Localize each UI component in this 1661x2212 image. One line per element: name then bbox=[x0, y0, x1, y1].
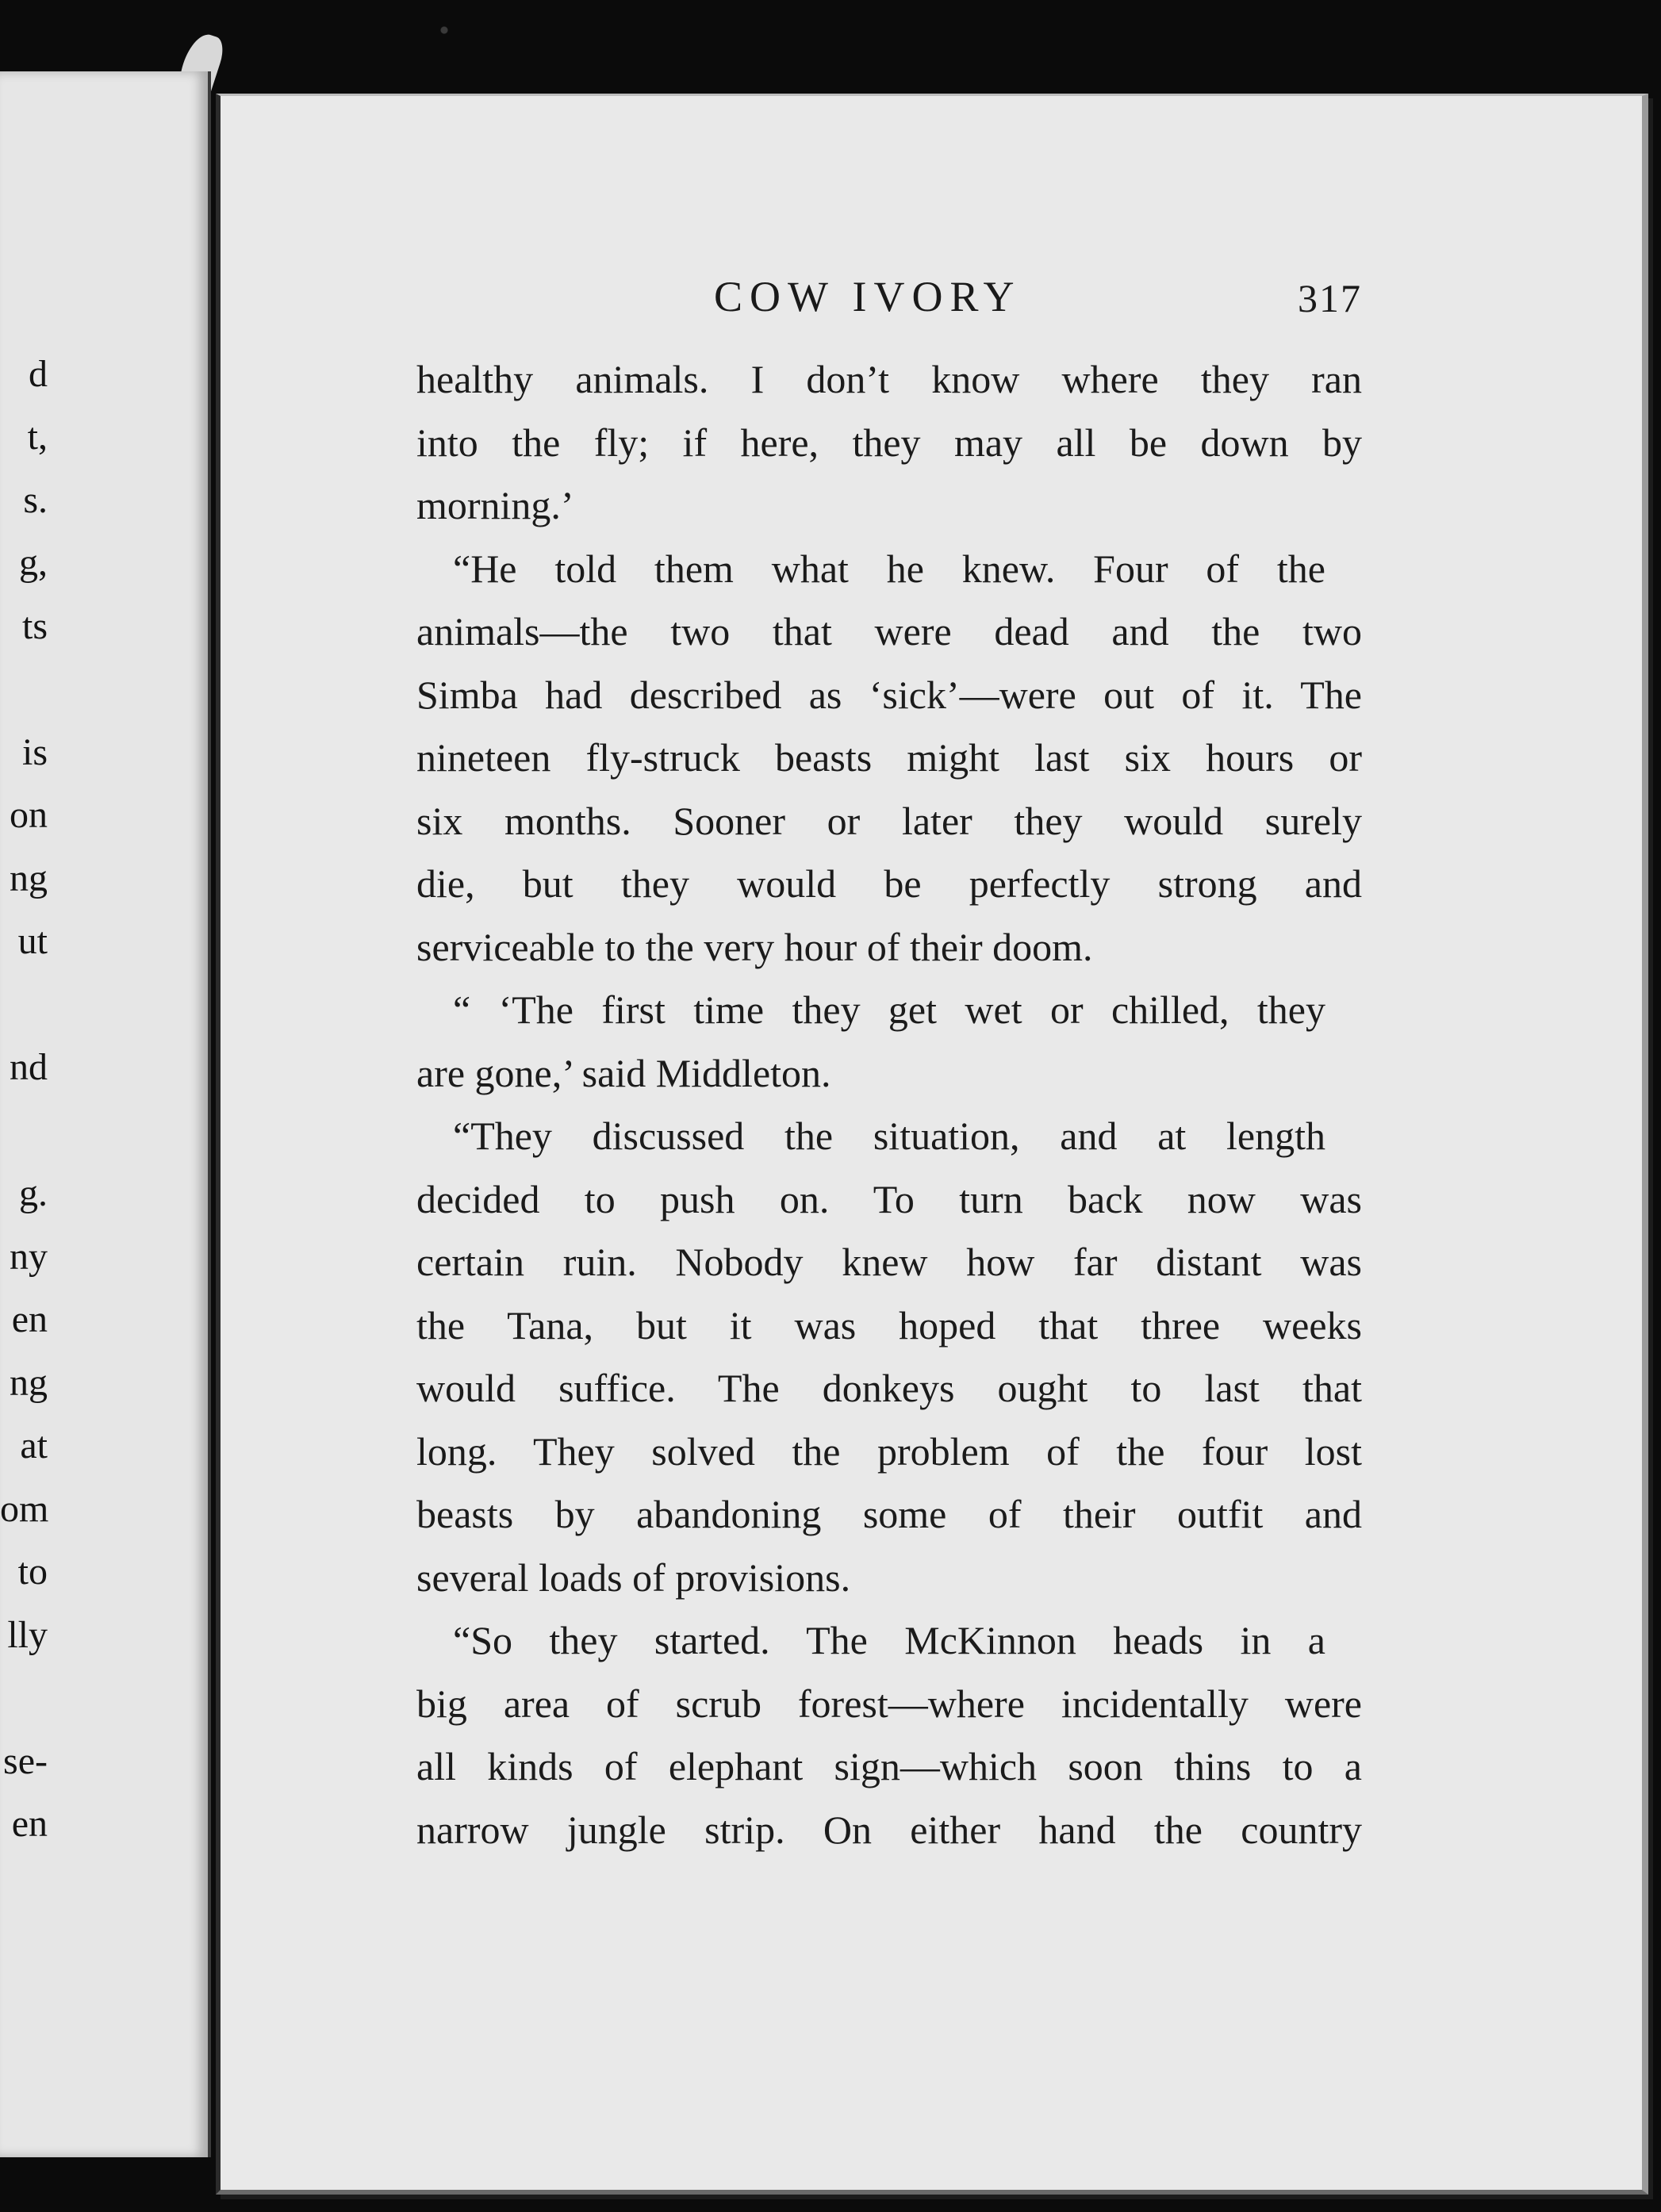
facing-page-fragment: on bbox=[10, 794, 48, 836]
text-line: would suffice. The donkeys ought to last that bbox=[416, 1366, 1362, 1410]
text-line: big area of scrub forest—where incidentally were bbox=[416, 1681, 1362, 1726]
text-line: healthy animals. I don’t know where they ran bbox=[416, 357, 1362, 401]
text-line: are gone,’ said Middleton. bbox=[416, 1050, 831, 1095]
text-line: the Tana, but it was hoped that three weeks bbox=[416, 1302, 1362, 1348]
text-line: morning.’ bbox=[416, 483, 574, 527]
facing-page-fragment: en bbox=[11, 1803, 48, 1845]
facing-page-fragment: lly bbox=[7, 1614, 48, 1656]
text-line: into the fly; if here, they may all be down by bbox=[416, 420, 1362, 465]
facing-page-fragment: ng bbox=[10, 857, 48, 899]
facing-page-fragment: ut bbox=[17, 920, 48, 962]
text-line: six months. Sooner or later they would surely bbox=[416, 798, 1362, 843]
facing-page-fragment: ny bbox=[10, 1236, 48, 1278]
text-line: narrow jungle strip. On either hand the country bbox=[416, 1807, 1362, 1852]
facing-page-fragment: s. bbox=[23, 479, 48, 521]
running-head bbox=[221, 272, 1642, 328]
facing-page-fragment: g, bbox=[19, 542, 48, 584]
text-line: long. They solved the problem of the four lost bbox=[416, 1428, 1362, 1474]
text-line: “He told them what he knew. Four of the bbox=[453, 546, 1325, 591]
facing-page-fragment: en bbox=[11, 1298, 48, 1340]
facing-page-fragment: nd bbox=[10, 1046, 48, 1088]
text-line: “They discussed the situation, and at length bbox=[453, 1114, 1325, 1158]
facing-page-fragment: se- bbox=[3, 1740, 48, 1782]
text-line: all kinds of elephant sign—which soon thins to a bbox=[416, 1744, 1362, 1788]
facing-page-fragment: t, bbox=[27, 416, 48, 458]
text-line: nineteen fly-struck beasts might last six hours or bbox=[416, 735, 1362, 780]
facing-page-fragment: to bbox=[17, 1551, 48, 1593]
text-line: several loads of provisions. bbox=[416, 1555, 851, 1600]
text-line: “ ‘The first time they get wet or chilled, they bbox=[453, 987, 1325, 1032]
text-line: die, but they would be perfectly strong and bbox=[416, 861, 1362, 906]
facing-page-fragment: ts bbox=[21, 605, 48, 647]
facing-page-fragment: d bbox=[29, 353, 48, 395]
text-line: serviceable to the very hour of their doom. bbox=[416, 924, 1093, 969]
facing-page-fragment: om bbox=[0, 1488, 49, 1530]
page-number: 317 bbox=[1298, 276, 1362, 320]
text-line: animals—the two that were dead and the two bbox=[416, 609, 1362, 654]
text-line: beasts by abandoning some of their outfit and bbox=[416, 1492, 1362, 1536]
facing-page-fragment: g. bbox=[19, 1172, 48, 1214]
text-line: decided to push on. To turn back now was bbox=[416, 1176, 1362, 1221]
text-line: certain ruin. Nobody knew how far distant was bbox=[416, 1240, 1362, 1284]
facing-page-fragment: ng bbox=[10, 1362, 48, 1404]
book-page bbox=[216, 94, 1648, 2195]
text-line: “So they started. The McKinnon heads in a bbox=[453, 1618, 1325, 1662]
text-line: Simba had described as ‘sick’—were out of it. The bbox=[416, 672, 1362, 717]
running-title: COW IVORY bbox=[714, 273, 1022, 320]
facing-page-fragment: at bbox=[20, 1424, 48, 1466]
facing-page-fragment: is bbox=[21, 731, 48, 773]
body-text bbox=[416, 348, 1362, 1861]
facing-page bbox=[0, 71, 211, 2157]
